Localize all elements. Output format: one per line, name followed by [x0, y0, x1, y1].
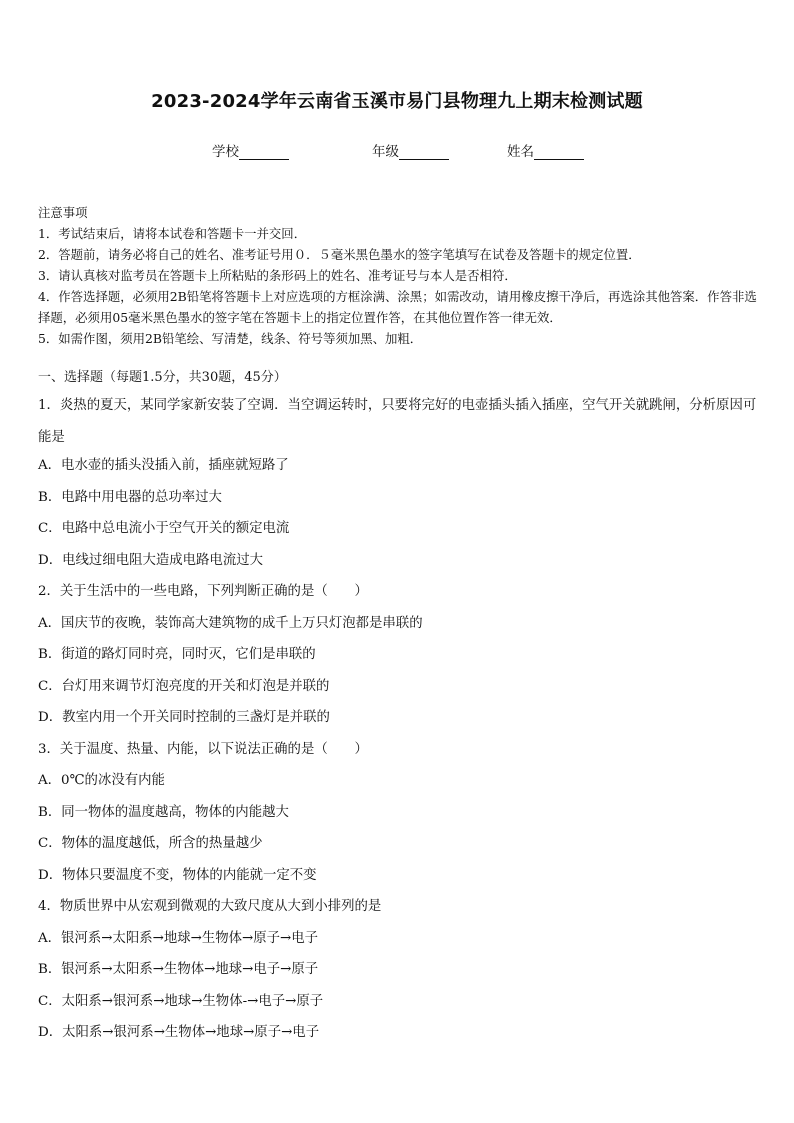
section-title: 一、选择题（每题1.5分，共30题，45分） [38, 370, 287, 385]
notice-block [38, 202, 760, 349]
option-c[interactable]: C．物体的温度越低，所含的热量越少 [38, 836, 263, 851]
question-3 [38, 737, 760, 895]
question-stem: 4．物质世界中从宏观到微观的大致尺度从大到小排列的是 [38, 899, 382, 914]
question-stem: 1．炎热的夏天，某同学家新安装了空调．当空调运转时，只要将完好的电壶插头插入插座，空气开关就跳闸，分析原因可能是 [38, 398, 757, 445]
grade-blank[interactable] [399, 146, 449, 160]
question-2 [38, 579, 760, 737]
question-stem: 2．关于生活中的一些电路，下列判断正确的是（ ） [38, 584, 368, 599]
option-b[interactable]: B．银河系→太阳系→生物体→地球→电子→原子 [38, 962, 319, 977]
grade-field[interactable] [372, 140, 449, 160]
option-c[interactable]: C．电路中总电流小于空气开关的额定电流 [38, 521, 290, 536]
option-a[interactable]: A．电水壶的插头没插入前，插座就短路了 [38, 458, 289, 473]
option-c[interactable]: C．台灯用来调节灯泡亮度的开关和灯泡是并联的 [38, 678, 330, 694]
notice-item: 1．考试结束后，请将本试卷和答题卡一并交回． [38, 226, 307, 241]
notice-heading: 注意事项 [38, 205, 88, 220]
question-stem: 3．关于温度、热量、内能，以下说法正确的是（ ） [38, 741, 368, 757]
grade-label: 年级 [372, 144, 399, 160]
option-c[interactable]: C．太阳系→银河系→地球→生物体-→电子→原子 [38, 993, 324, 1009]
notice-item: 5．如需作图，须用2B铅笔绘、写清楚，线条、符号等须加黑、加粗． [38, 331, 423, 346]
notice-item: 4．作答选择题，必须用2B铅笔将答题卡上对应选项的方框涂满、涂黑；如需改动，请用橡皮擦干净后，再选涂其他答案．作答非选择题，必须用05毫米黑色墨水的签字笔在答题卡上的指定位置作答，在其他位置作答一律无效． [38, 289, 757, 325]
school-label: 学校 [212, 144, 239, 160]
option-b[interactable]: B．街道的路灯同时亮，同时灭，它们是串联的 [38, 647, 316, 662]
option-a[interactable]: A．银河系→太阳系→地球→生物体→原子→电子 [38, 930, 319, 946]
page-title: 2023-2024学年云南省玉溪市易门县物理九上期末检测试题 [151, 91, 643, 112]
name-blank[interactable] [534, 146, 584, 160]
name-label: 姓名 [507, 144, 534, 160]
school-blank[interactable] [239, 146, 289, 160]
option-b[interactable]: B．同一物体的温度越高，物体的内能越大 [38, 804, 289, 820]
option-d[interactable]: D．电线过细电阻大造成电路电流过大 [38, 552, 263, 568]
option-b[interactable]: B．电路中用电器的总功率过大 [38, 489, 222, 505]
question-4 [38, 894, 760, 1052]
question-1 [38, 390, 760, 579]
option-d[interactable]: D．教室内用一个开关同时控制的三盏灯是并联的 [38, 710, 330, 725]
question-list [38, 390, 760, 1052]
option-d[interactable]: D．太阳系→银河系→生物体→地球→原子→电子 [38, 1025, 320, 1040]
option-a[interactable]: A．国庆节的夜晚，装饰高大建筑物的成千上万只灯泡都是串联的 [38, 615, 423, 631]
option-a[interactable]: A．0℃的冰没有内能 [38, 773, 165, 788]
name-field[interactable] [507, 140, 584, 160]
notice-item: 2．答题前，请务必将自己的姓名、准考证号用０．５毫米黑色墨水的签字笔填写在试卷及答题卡的规定位置． [38, 247, 641, 262]
school-field[interactable] [212, 140, 289, 160]
option-d[interactable]: D．物体只要温度不变，物体的内能就一定不变 [38, 867, 317, 883]
notice-item: 3．请认真核对监考员在答题卡上所粘贴的条形码上的姓名、准考证号与本人是否相符． [38, 268, 517, 283]
